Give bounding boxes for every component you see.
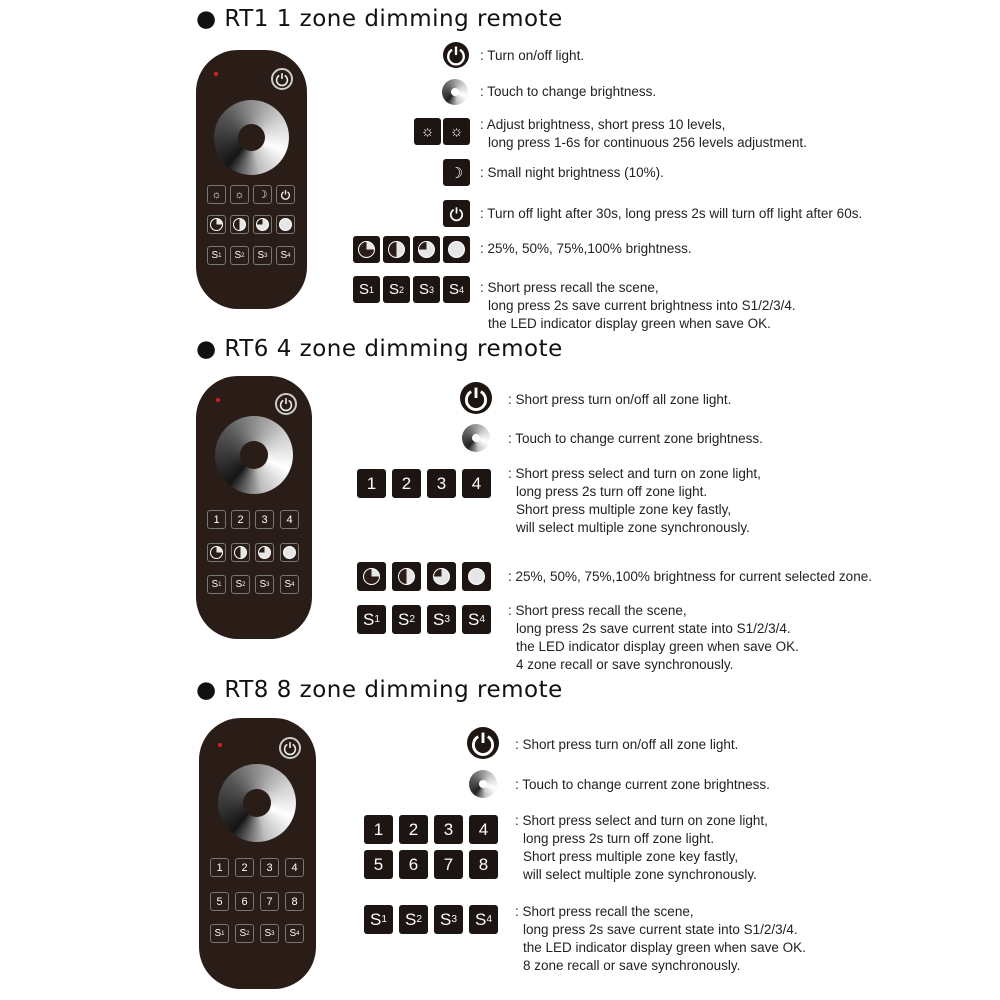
sun-icon: ☼ (449, 123, 464, 140)
led-indicator (216, 398, 220, 402)
legend-scene-s1: S 1 (353, 276, 380, 303)
rt1-desc-adjust: : Adjust brightness, short press 10 levels, long press 1-6s for continuous 256 levels adjustment. (480, 117, 807, 150)
legend-scene-s1: S 1 (364, 905, 393, 934)
zone-button-3[interactable]: 3 (255, 510, 274, 529)
level-button-25[interactable] (207, 543, 226, 562)
legend-zone-2: 2 (392, 469, 421, 498)
scene-button-s4[interactable]: S 4 (276, 246, 295, 265)
legend-zone-1: 1 (357, 469, 386, 498)
remote-power-button[interactable] (275, 393, 297, 415)
legend-scene-s4: S 4 (469, 905, 498, 934)
rt1-title-text: RT1 1 zone dimming remote (224, 6, 563, 32)
legend-scene-s3: S 3 (427, 605, 456, 634)
legend-zone-3: 3 (427, 469, 456, 498)
brightness-level-icon (283, 546, 296, 559)
rt6-desc-power: : Short press turn on/off all zone light. (508, 392, 732, 407)
power-icon (277, 395, 295, 413)
moon-icon: ☽ (257, 189, 268, 201)
legend-scene-s4: S 4 (443, 276, 470, 303)
scene-button-s3[interactable]: S 3 (253, 246, 272, 265)
legend-level-75 (413, 236, 440, 263)
level-button-25[interactable] (207, 215, 226, 234)
legend-zone-1: 1 (364, 815, 393, 844)
touch-wheel-icon (462, 424, 490, 452)
rt1-desc-night: : Small night brightness (10%). (480, 165, 664, 180)
zone-button-5[interactable]: 5 (210, 892, 229, 911)
legend-zone-7: 7 (434, 850, 463, 879)
zone-button-4[interactable]: 4 (280, 510, 299, 529)
legend-sun-up-button (443, 118, 470, 145)
rt6-desc-zone: : Short press select and turn on zone light, long press 2s turn off zone light. Short press multiple zone key fastly, will select multiple zone synchronously. (508, 466, 761, 535)
brightness-level-icon (210, 218, 223, 231)
legend-level-100 (462, 562, 491, 591)
brightness-level-icon (358, 241, 375, 258)
led-indicator (218, 743, 222, 747)
brightness-level-icon (468, 568, 485, 585)
section-title-rt1: ● RT1 1 zone dimming remote (196, 6, 563, 32)
rt1-desc-timer: : Turn off light after 30s, long press 2s will turn off light after 60s. (480, 206, 863, 221)
legend-level-25 (357, 562, 386, 591)
legend-scene-s1: S 1 (357, 605, 386, 634)
legend-zone-6: 6 (399, 850, 428, 879)
power-icon (281, 739, 299, 757)
zone-button-1[interactable]: 1 (207, 510, 226, 529)
level-button-100[interactable] (276, 215, 295, 234)
rt1-desc-scene: : Short press recall the scene, long press 2s save current brightness into S1/2/3/4. the LED indicator display green when save OK. (480, 280, 796, 331)
rt6-remote (196, 376, 312, 639)
touch-wheel[interactable] (215, 416, 293, 494)
brightness-level-icon (433, 568, 450, 585)
legend-level-25 (353, 236, 380, 263)
timer-power-icon (279, 188, 292, 201)
rt8-desc-power: : Short press turn on/off all zone light. (515, 737, 739, 752)
zone-button-6[interactable]: 6 (235, 892, 254, 911)
level-button-75[interactable] (253, 215, 272, 234)
legend-scene-s2: S 2 (392, 605, 421, 634)
zone-button-2[interactable]: 2 (235, 858, 254, 877)
rt1-desc-levels: : 25%, 50%, 75%,100% brightness. (480, 241, 692, 256)
remote-power-button[interactable] (279, 737, 301, 759)
rt1-desc-touch: : Touch to change brightness. (480, 84, 657, 99)
sun-icon: ☼ (211, 188, 222, 201)
brightness-level-icon (398, 568, 415, 585)
scene-button-s1[interactable]: S 1 (207, 246, 226, 265)
legend-scene-s2: S 2 (383, 276, 410, 303)
section-title-rt6: ● RT6 4 zone dimming remote (196, 336, 563, 362)
rt1-desc-power: : Turn on/off light. (480, 48, 585, 63)
power-icon (467, 727, 499, 759)
legend-power-button (467, 727, 499, 759)
touch-wheel-icon (442, 79, 468, 105)
scene-button-s2[interactable]: S 2 (230, 246, 249, 265)
level-button-100[interactable] (280, 543, 299, 562)
legend-night-button (443, 159, 470, 186)
scene-button-s4[interactable]: S 4 (280, 575, 299, 594)
brightness-level-icon (448, 241, 465, 258)
rt1-remote (196, 50, 307, 309)
legend-timer-button (443, 200, 470, 227)
timer-button[interactable] (276, 185, 295, 204)
legend-zone-5: 5 (364, 850, 393, 879)
touch-wheel[interactable] (214, 100, 289, 175)
legend-scene-s3: S 3 (434, 905, 463, 934)
rt8-title-text: RT8 8 zone dimming remote (224, 677, 563, 703)
legend-scene-s4: S 4 (462, 605, 491, 634)
touch-wheel-icon (469, 770, 497, 798)
brightness-level-icon (418, 241, 435, 258)
rt8-desc-zone: : Short press select and turn on zone light, long press 2s turn off zone light. Short press multiple zone key fastly, will select multiple zone synchronously. (515, 813, 768, 882)
brightness-level-icon (256, 218, 269, 231)
scene-button-s3[interactable]: S 3 (260, 924, 279, 943)
rt8-desc-scene: : Short press recall the scene, long press 2s save current state into S1/2/3/4. the LED indicator display green when save OK. 8 zone recall or save synchronously. (515, 904, 806, 973)
brightness-level-icon (258, 546, 271, 559)
brightness-level-icon (363, 568, 380, 585)
scene-button-s3[interactable]: S 3 (255, 575, 274, 594)
rt6-desc-touch: : Touch to change current zone brightness. (508, 431, 763, 446)
legend-zone-4: 4 (462, 469, 491, 498)
legend-level-100 (443, 236, 470, 263)
legend-level-75 (427, 562, 456, 591)
sun-down-button[interactable] (207, 185, 226, 204)
rt8-remote (199, 718, 316, 989)
zone-button-7[interactable]: 7 (260, 892, 279, 911)
moon-icon: ☽ (449, 164, 464, 182)
legend-zone-8: 8 (469, 850, 498, 879)
sun-icon: ☼ (420, 123, 435, 140)
power-icon (460, 382, 492, 414)
scene-button-s2[interactable]: S 2 (231, 575, 250, 594)
touch-wheel[interactable] (218, 764, 296, 842)
led-indicator (214, 72, 218, 76)
legend-power-button (443, 42, 469, 68)
zone-button-2[interactable]: 2 (231, 510, 250, 529)
rt6-desc-levels: : 25%, 50%, 75%,100% brightness for current selected zone. (508, 569, 872, 584)
scene-button-s4[interactable]: S 4 (285, 924, 304, 943)
level-button-50[interactable] (230, 215, 249, 234)
rt6-desc-scene: : Short press recall the scene, long press 2s save current state into S1/2/3/4. the LED indicator display green when save OK. 4 zone recall or save synchronously. (508, 603, 799, 672)
power-icon (273, 70, 291, 88)
power-icon (443, 42, 469, 68)
legend-sun-down-button (414, 118, 441, 145)
scene-button-s1[interactable]: S 1 (207, 575, 226, 594)
legend-level-50 (383, 236, 410, 263)
rt8-desc-touch: : Touch to change current zone brightness. (515, 777, 770, 792)
legend-scene-s2: S 2 (399, 905, 428, 934)
sun-up-button[interactable] (230, 185, 249, 204)
brightness-level-icon (279, 218, 292, 231)
legend-zone-3: 3 (434, 815, 463, 844)
legend-scene-s3: S 3 (413, 276, 440, 303)
sun-icon: ☼ (234, 188, 245, 201)
zone-button-8[interactable]: 8 (285, 892, 304, 911)
zone-button-1[interactable]: 1 (210, 858, 229, 877)
brightness-level-icon (388, 241, 405, 258)
brightness-level-icon (210, 546, 223, 559)
level-button-50[interactable] (231, 543, 250, 562)
legend-zone-4: 4 (469, 815, 498, 844)
legend-zone-2: 2 (399, 815, 428, 844)
scene-button-s2[interactable]: S 2 (235, 924, 254, 943)
rt6-title-text: RT6 4 zone dimming remote (224, 336, 563, 362)
brightness-level-icon (234, 546, 247, 559)
timer-power-icon (447, 204, 466, 223)
legend-power-button (460, 382, 492, 414)
level-button-75[interactable] (255, 543, 274, 562)
brightness-level-icon (233, 218, 246, 231)
night-button[interactable] (253, 185, 272, 204)
zone-button-4[interactable]: 4 (285, 858, 304, 877)
scene-button-s1[interactable]: S 1 (210, 924, 229, 943)
section-title-rt8: ● RT8 8 zone dimming remote (196, 677, 563, 703)
zone-button-3[interactable]: 3 (260, 858, 279, 877)
remote-power-button[interactable] (271, 68, 293, 90)
legend-level-50 (392, 562, 421, 591)
